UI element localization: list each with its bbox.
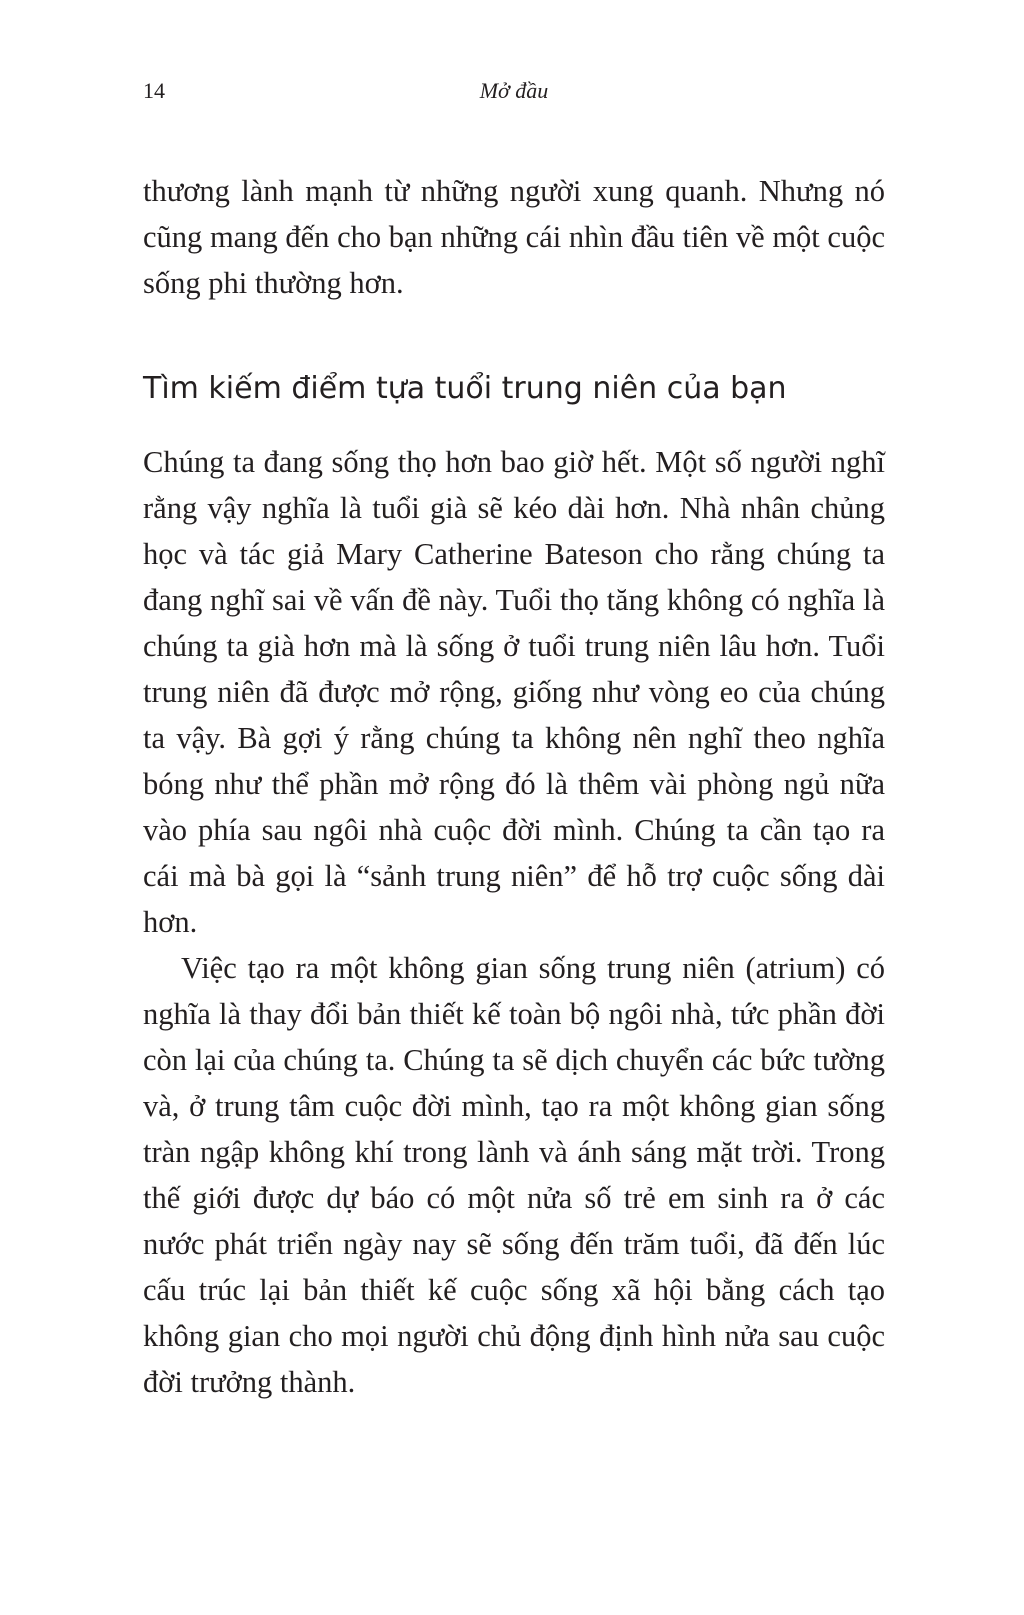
paragraph-1: Chúng ta đang sống thọ hơn bao giờ hết. Một số người nghĩ rằng vậy nghĩa là tuổi già sẽ kéo dài hơn. Nhà nhân chủng học và tác giả Mary Catherine Bateson cho rằng chúng ta đang nghĩ sai về vấn đề này. Tuổi thọ tăng không có nghĩa là chúng ta già hơn mà là sống ở tuổi trung niên lâu hơn. Tuổi trung niên đã được mở rộng, giống như vòng eo của chúng ta vậy. Bà gợi ý rằng chúng ta không nên nghĩ theo nghĩa bóng như thể phần mở rộng đó là thêm vài phòng ngủ nữa vào phía sau ngôi nhà cuộc đời mình. Chúng ta cần tạo ra cái mà bà gọi là “sảnh trung niên” để hỗ trợ cuộc sống dài hơn. — [143, 445, 885, 939]
paragraph-2: Việc tạo ra một không gian sống trung niên (atrium) có nghĩa là thay đổi bản thiết kế toàn bộ ngôi nhà, tức phần đời còn lại của chúng ta. Chúng ta sẽ dịch chuyển các bức tường và, ở trung tâm cuộc đời mình, tạo ra một không gian sống tràn ngập không khí trong lành và ánh sáng mặt trời. Trong thế giới được dự báo có một nửa số trẻ em sinh ra ở các nước phát triển ngày nay sẽ sống đến trăm tuổi, đã đến lúc cấu trúc lại bản thiết kế cuộc sống xã hội bằng cách tạo không gian cho mọi người chủ động định hình nửa sau cuộc đời trưởng thành. — [143, 951, 885, 1399]
continuation-block — [143, 168, 885, 306]
page-number: 14 — [143, 78, 165, 103]
section-heading: Tìm kiếm điểm tựa tuổi trung niên của bạn — [143, 371, 787, 406]
main-text-block — [143, 439, 885, 1405]
running-head — [143, 78, 885, 108]
continuation-paragraph: thương lành mạnh từ những người xung quanh. Nhưng nó cũng mang đến cho bạn những cái nhìn đầu tiên về một cuộc sống phi thường hơn. — [143, 174, 885, 300]
chapter-title: Mở đầu — [479, 78, 549, 103]
